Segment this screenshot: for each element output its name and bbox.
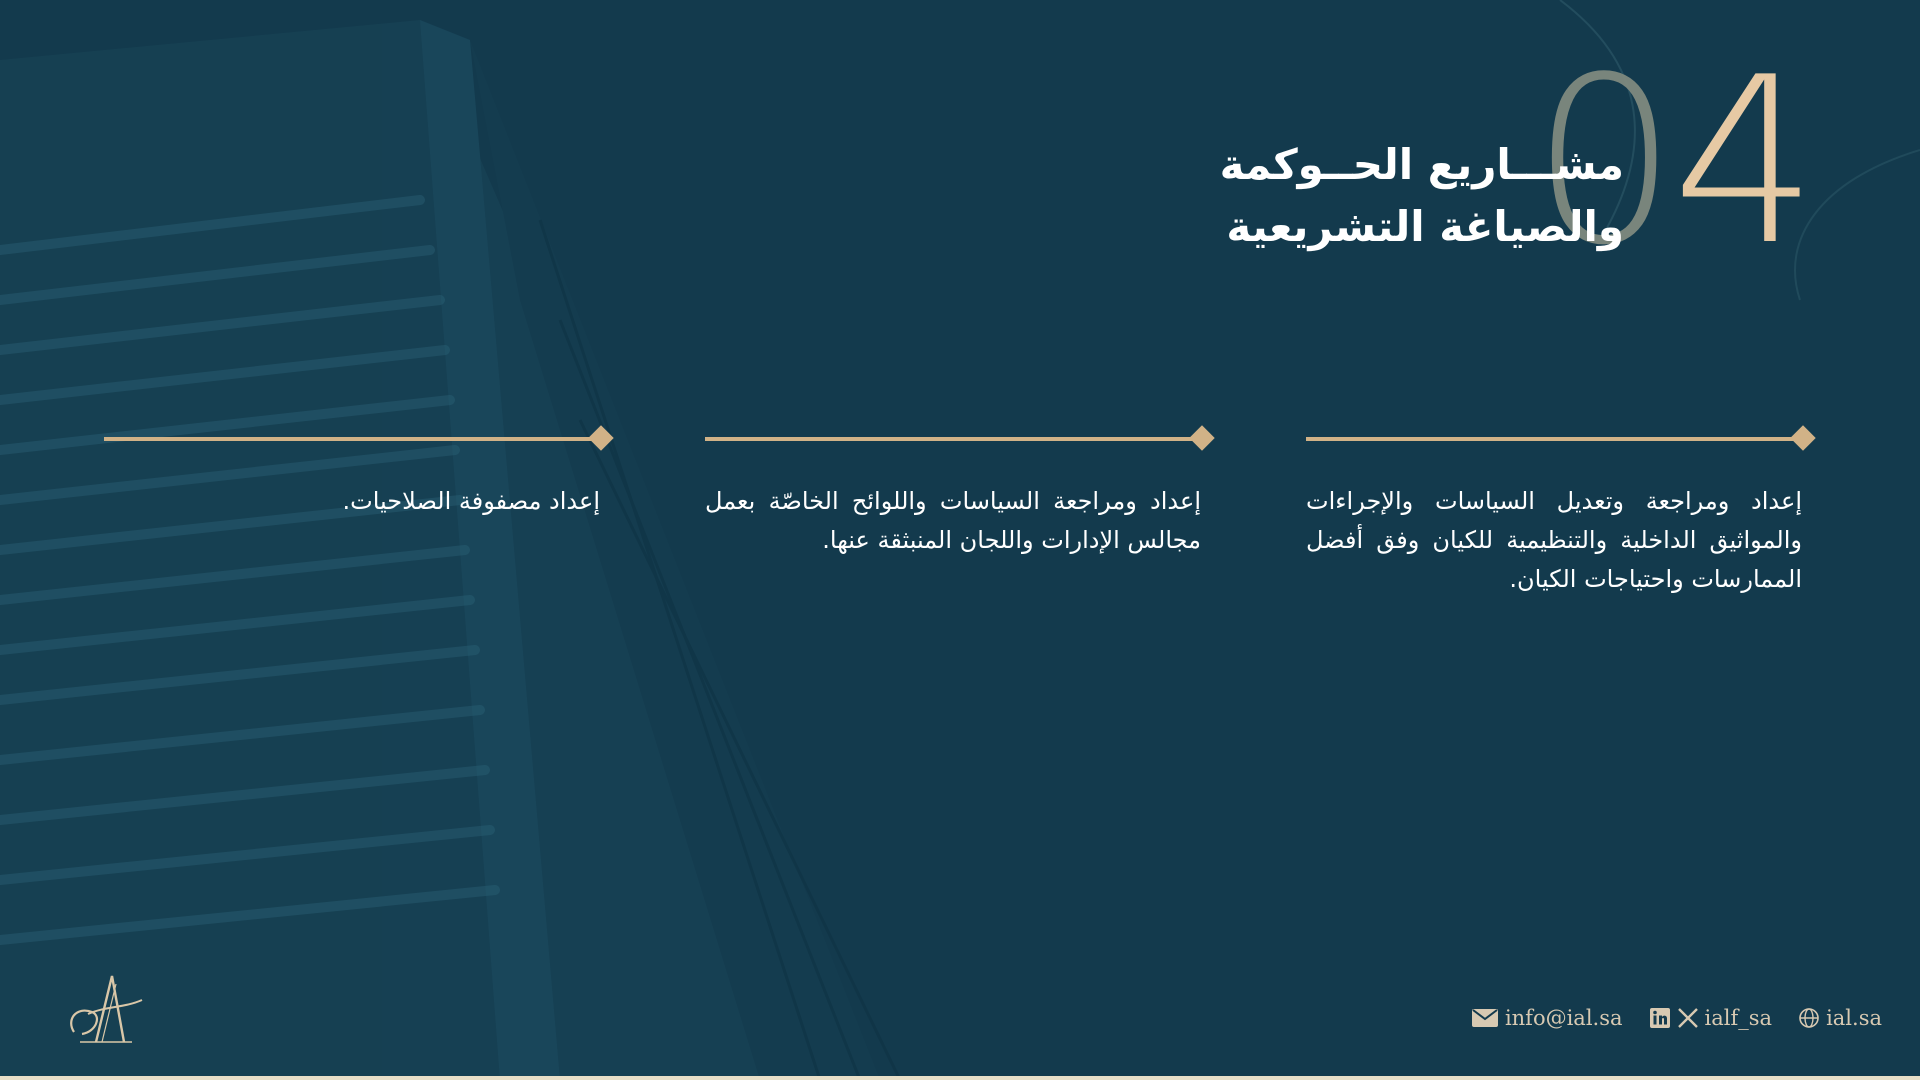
website-text: ial.sa [1826,1006,1882,1030]
divider-bar [104,437,600,441]
x-icon [1677,1007,1699,1029]
email-text: info@ial.sa [1504,1006,1623,1030]
social-handle-text: ialf_sa [1704,1006,1773,1030]
divider-bar [1306,437,1802,441]
service-item-1 [1306,428,1816,599]
email-contact[interactable] [1471,1006,1623,1030]
divider-line [1306,428,1816,450]
slide-title [1064,134,1624,258]
contact-footer [1471,1006,1882,1030]
divider-bar [705,437,1201,441]
linkedin-icon [1649,1007,1671,1029]
service-item-text: إعداد ومراجعة وتعديل السياسات والإجراءات والمواثيق الداخلية والتنظيمية للكيان وفق أفضل الممارسات واحتياجات الكيان. [1306,487,1802,593]
envelope-icon [1471,1007,1499,1029]
section-number-digit-4: 4 [1671,29,1812,296]
service-item-text: إعداد ومراجعة السياسات واللوائح الخاصّة بعمل مجالس الإدارات واللجان المنبثقة عنها. [705,487,1201,554]
diamond-icon [1790,425,1815,450]
website-contact[interactable] [1798,1006,1882,1030]
globe-icon [1798,1007,1820,1029]
bottom-bar [0,1076,1920,1080]
service-item-2 [705,428,1215,560]
diamond-icon [588,425,613,450]
section-number-digit-0: 0 [1531,29,1672,296]
social-contact[interactable] [1649,1006,1773,1030]
slide-title-line-1: مشـــاريع الحــوكمة [1219,140,1624,189]
service-item-text: إعداد مصفوفة الصلاحيات. [342,487,600,515]
divider-line [104,428,614,450]
company-logo [66,970,150,1050]
diamond-icon [1189,425,1214,450]
divider-line [705,428,1215,450]
slide-title-line-2: والصياغة التشريعية [1226,202,1624,251]
service-item-3 [104,428,614,521]
